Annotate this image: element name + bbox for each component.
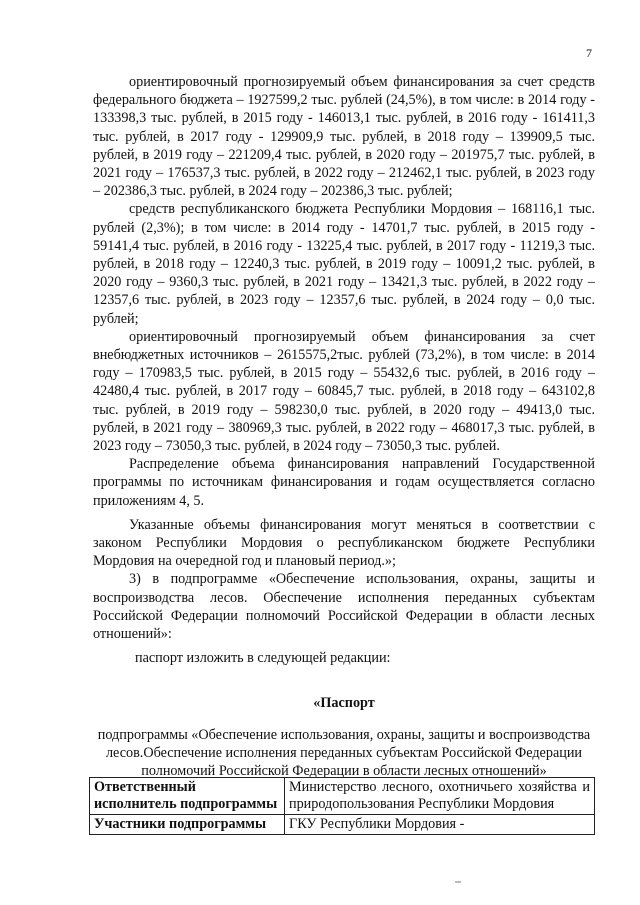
passport-subtitle: подпрограммы «Обеспечение использования, охраны, защиты и воспроизводства лесов.Обеспечение исполнения переданных субъектам Российской Федерации полномочий Российской Федерации в области лесных отношений» [97,726,591,780]
table-row [90,778,595,815]
paragraph-federal-budget: ориентировочный прогнозируемый объем финансирования за счет средств федерального бюджета – 1927599,2 тыс. рублей (24,5%), в том числе: в 2014 году - 133398,3 тыс. рублей, в 2015 году - 146013,1 тыс. рублей, в 2016 году - 161411,3 тыс. рублей, в 2017 году - 129909,9 тыс. рублей, в 2018 году – 139909,5 тыс. рублей, в 2019 году – 221209,4 тыс. рублей, в 2020 году – 201975,7 тыс. рублей, в 2021 году – 176537,3 тыс. рублей, в 2022 году – 212462,1 тыс. рублей, в 2023 году – 202386,3 тыс. рублей, в 2024 году – 202386,3 тыс. рублей; [93,74,595,200]
page-number: 7 [586,46,592,60]
scan-mark [455,881,461,883]
paragraph-subprogram-amendment: 3) в подпрограмме «Обеспечение использования, охраны, защиты и воспроизводства лесов. Обеспечение исполнения переданных субъектам Российской Федерации полномочий Российской Федерации в области лесных отношений»: [93,571,595,643]
paragraph-distribution: Распределение объема финансирования направлений Государственной программы по источникам финансирования и годам осуществляется согласно приложениям 4, 5. [93,456,595,509]
paragraph-republic-budget: средств республиканского бюджета Республики Мордовия – 168116,1 тыс. рублей (2,3%); в том числе: в 2014 году - 14701,7 тыс. рублей, в 2015 году - 59141,4 тыс. рублей, в 2016 году - 13225,4 тыс. рублей, в 2017 году - 11219,3 тыс. рублей, в 2018 году – 12240,3 тыс. рублей, в 2019 году – 10091,2 тыс. рублей, в 2020 году – 9360,3 тыс. рублей, в 2021 году – 13421,3 тыс. рублей, в 2022 году – 12357,6 тыс. рублей, в 2023 году – 12357,6 тыс. рублей, в 2024 году – 0,0 тыс. рублей; [93,201,595,327]
document-body [93,73,595,781]
row-value: Министерство лесного, охотничьего хозяйства и природопользования Республики Мордовия [285,778,595,815]
row-label: Участники подпрограммы [90,815,285,835]
row-label: Ответственный исполнитель подпрограммы [90,778,285,815]
paragraph-passport-intro: паспорт изложить в следующей редакции: [135,650,391,667]
paragraph-volumes-change: Указанные объемы финансирования могут меняться в соответствии с законом Республики Мордовия о республиканском бюджете Республики Мордовия на очередной год и плановый период.»; [93,516,595,570]
row-value: ГКУ Республики Мордовия - [285,815,595,835]
passport-table [89,777,595,835]
table-row [90,815,595,835]
paragraph-extrabudgetary: ориентировочный прогнозируемый объем финансирования за счет внебюджетных источников – 2615575,2тыс. рублей (73,2%), в том числе: в 2014 году – 170983,5 тыс. рублей, в 2015 году – 55432,6 тыс. рублей, в 2016 году – 42480,4 тыс. рублей, в 2017 году – 60845,7 тыс. рублей, в 2018 году – 643102,8 тыс. рублей, в 2019 году – 598230,0 тыс. рублей, в 2020 году – 49413,0 тыс. рублей, в 2021 году – 380969,3 тыс. рублей, в 2022 году – 468017,3 тыс. рублей, в 2023 году – 73050,3 тыс. рублей, в 2024 году – 73050,3 тыс. рублей. [93,328,595,455]
passport-title: «Паспорт [313,694,375,711]
